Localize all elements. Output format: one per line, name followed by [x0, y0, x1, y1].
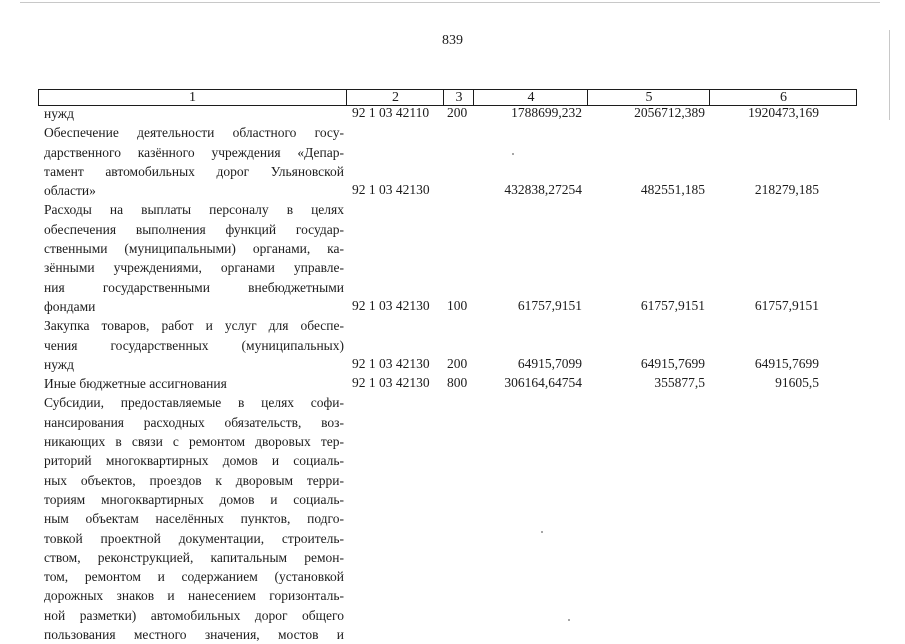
scan-edge-top: [20, 2, 880, 3]
description-line: чения государственных (муниципальных): [44, 337, 344, 353]
amount-col4-cell: 61757,9151: [517, 298, 582, 313]
description-line: дорожных знаков и нанесением горизонталь-: [44, 588, 344, 604]
budget-code-cell: 92 1 03 42110: [352, 105, 430, 120]
description-line: Обеспечение деятельности областного госу-: [44, 125, 344, 141]
amount-col6-cell: 61757,9151: [754, 298, 819, 313]
description-column: [44, 104, 344, 644]
budget-code-cell: 92 1 03 42130: [352, 182, 430, 198]
description-line: области»: [44, 183, 96, 199]
description-line: ния государственными внебюджетными: [44, 279, 344, 295]
description-line: ственными (муниципальными) органами, ка-: [44, 241, 344, 257]
amount-col5-cell: 482551,185: [640, 182, 705, 198]
description-line: Субсидии, предоставляемые в целях софи-: [44, 395, 344, 411]
amount-col6-cell: 1920473,169: [748, 105, 819, 120]
expense-kind-cell: 200: [447, 355, 468, 371]
description-line: фондами: [44, 298, 96, 314]
amount-col4-cell: 306164,64754: [504, 375, 582, 391]
description-line: риторий многоквартирных домов и социаль-: [44, 453, 344, 469]
header-col-4: 4: [473, 90, 588, 105]
header-col-3: 3: [443, 90, 474, 105]
description-line: дарственного казённого учреждения «Депар-: [44, 144, 344, 160]
header-col-6: 6: [709, 90, 857, 105]
amount-col4-cell: 1788699,232: [511, 105, 582, 120]
budget-code-cell: 92 1 03 42130: [352, 375, 430, 391]
amount-col5-cell: 2056712,389: [634, 105, 705, 120]
expense-kind-cell: 200: [447, 105, 468, 120]
scan-speck: [512, 153, 514, 155]
description-line: обеспечения выполнения функций государ-: [44, 221, 344, 237]
amount-col6-cell: 218279,185: [754, 182, 819, 198]
budget-code-cell: 92 1 03 42130: [352, 355, 430, 371]
description-line: зёнными учреждениями, органами управле-: [44, 260, 344, 276]
amount-col5-cell: 355877,5: [654, 375, 705, 391]
description-line: тамент автомобильных дорог Ульяновской: [44, 163, 344, 179]
description-line: Иные бюджетные ассигнования: [44, 376, 227, 392]
description-line: товкой проектной документации, строитель-: [44, 530, 344, 546]
scan-speck: [541, 531, 543, 533]
description-line: том, ремонтом и содержанием (установкой: [44, 569, 344, 585]
description-line: нужд: [44, 106, 74, 121]
budget-code-cell: 92 1 03 42130: [352, 298, 430, 313]
amount-col6-cell: 64915,7699: [754, 355, 819, 371]
description-line: Расходы на выплаты персоналу в целях: [44, 202, 344, 218]
header-col-5: 5: [587, 90, 710, 105]
header-col-2: 2: [346, 90, 444, 105]
header-col-1: 1: [189, 90, 196, 105]
description-line: ных объектов, проездов к дворовым терри-: [44, 472, 344, 488]
amount-col6-cell: 91605,5: [775, 375, 819, 391]
amount-col5-cell: 64915,7699: [640, 355, 705, 371]
scan-speck: [568, 619, 570, 621]
expense-kind-cell: 100: [447, 298, 468, 313]
page-number: 839: [442, 33, 463, 48]
description-line: ством, реконструкцией, капитальным ремон-: [44, 549, 344, 565]
description-line: ным объектам населённых пунктов, подго-: [44, 511, 344, 527]
amount-col4-cell: 64915,7099: [517, 355, 582, 371]
expense-kind-cell: 800: [447, 375, 468, 391]
description-line: Закупка товаров, работ и услуг для обеспе-: [44, 318, 344, 334]
description-line: нансирования расходных обязательств, воз-: [44, 414, 344, 430]
description-line: никающих в связи с ремонтом дворовых тер-: [44, 434, 344, 450]
description-line: пользования местного значения, мостов и: [44, 627, 344, 643]
amount-col5-cell: 61757,9151: [640, 298, 705, 313]
description-line: ной разметки) автомобильных дорог общего: [44, 607, 344, 623]
description-line: ториям многоквартирных домов и социаль-: [44, 491, 344, 507]
description-line: нужд: [44, 356, 74, 372]
amount-col4-cell: 432838,27254: [504, 182, 582, 198]
